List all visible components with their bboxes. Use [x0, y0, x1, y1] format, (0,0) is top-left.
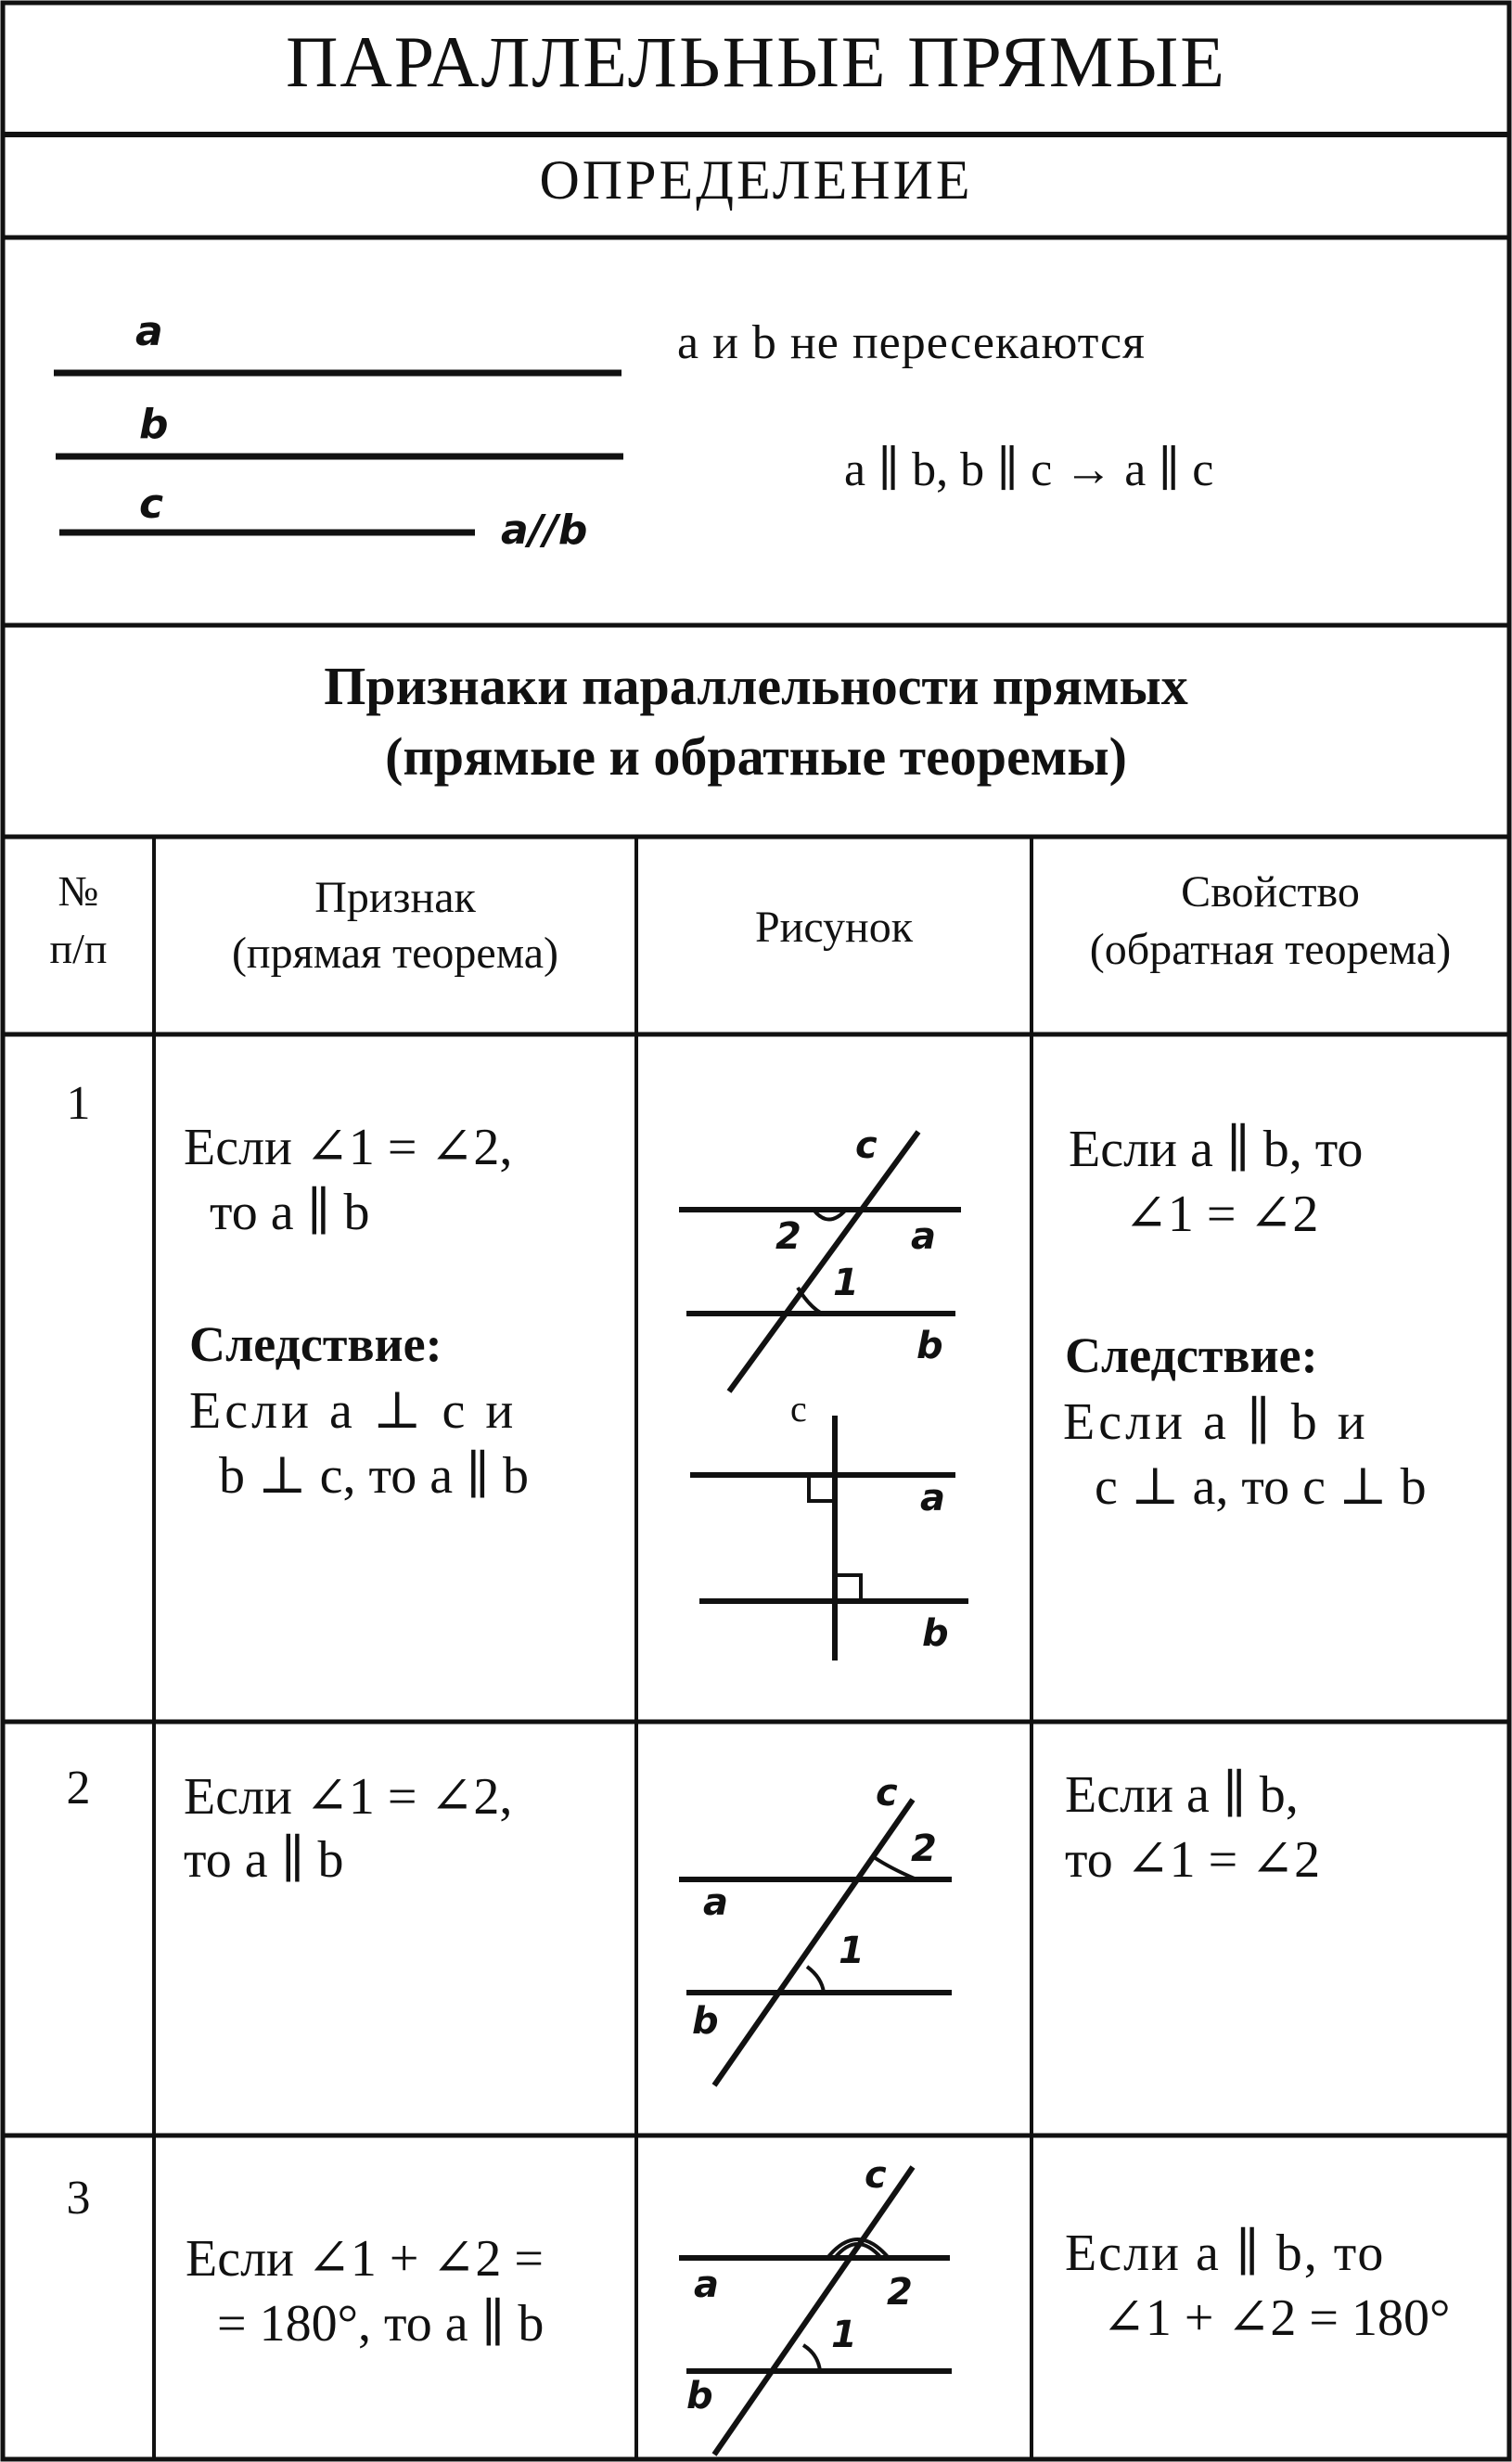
row1-num: 1: [66, 1077, 91, 1130]
row3-fig-label-c: c: [865, 2154, 887, 2197]
row1-fig2-label-c: c: [790, 1388, 807, 1430]
row2-sign-line1: Если ∠1 = ∠2,: [184, 1768, 513, 1826]
definition-statement-1: a и b не пересекаются: [677, 316, 1146, 369]
row2-property-line1: Если a ∥ b,: [1065, 1766, 1299, 1824]
page-title: ПАРАЛЛЕЛЬНЫЕ ПРЯМЫЕ: [286, 21, 1226, 102]
definition-heading: ОПРЕДЕЛЕНИЕ: [539, 149, 973, 211]
row2-fig-label-2: 2: [911, 1827, 937, 1870]
row1-fig2-label-a: a: [920, 1477, 945, 1520]
row1-property-corollary-title: Следствие:: [1065, 1327, 1318, 1383]
row1-fig-label-b: b: [916, 1325, 943, 1367]
row3-sign-line1: Если ∠1 + ∠2 =: [186, 2230, 544, 2288]
row1-sign-line1: Если ∠1 = ∠2,: [184, 1119, 513, 1176]
def-figure-note: a//b: [501, 507, 588, 554]
header-property-line2: (обратная теорема): [1089, 925, 1452, 974]
row1-property-corollary-line1: Если a ∥ b и: [1063, 1393, 1369, 1451]
row1-fig-label-1: 1: [833, 1262, 859, 1304]
criteria-heading-line2: (прямые и обратные теоремы): [385, 726, 1127, 787]
row1-fig-label-a: a: [911, 1215, 936, 1258]
row3-sign-line2: = 180°, то a ∥ b: [217, 2295, 545, 2353]
row2-fig-label-a: a: [703, 1881, 728, 1924]
definition-statement-2: a ∥ b, b ∥ c → a ∥ c: [844, 443, 1214, 496]
row1-fig2-label-b: b: [922, 1612, 949, 1655]
row1-fig-label-c: c: [855, 1124, 878, 1167]
row1-property-line1: Если a ∥ b, то: [1069, 1121, 1364, 1178]
row1-property-line2: ∠1 = ∠2: [1124, 1186, 1319, 1243]
row3-fig-label-a: a: [694, 2263, 719, 2306]
row1-sign-corollary-line1: Если a ⊥ c и: [189, 1382, 518, 1440]
row3-fig-label-2: 2: [887, 2271, 913, 2314]
row2-property-line2: то ∠1 = ∠2: [1065, 1831, 1321, 1889]
header-sign-line1: Признак: [314, 873, 476, 922]
header-num-line1: №: [58, 867, 99, 915]
header-property-line1: Свойство: [1181, 867, 1360, 917]
row2-num: 2: [66, 1762, 91, 1814]
row1-fig-label-2: 2: [775, 1215, 801, 1258]
criteria-heading-line1: Признаки параллельности прямых: [324, 656, 1188, 716]
def-label-b: b: [139, 401, 169, 448]
row3-property-line2: ∠1 + ∠2 = 180°: [1102, 2289, 1451, 2347]
header-num-line2: п/п: [49, 925, 108, 972]
row3-fig-label-1: 1: [831, 2314, 857, 2356]
row1-property-corollary-line2: c ⊥ a, то c ⊥ b: [1095, 1458, 1427, 1516]
row3-property-line1: Если a ∥ b, то: [1065, 2225, 1386, 2282]
row2-fig-label-c: c: [876, 1772, 898, 1814]
row1-sign-corollary-title: Следствие:: [189, 1316, 442, 1372]
row3-fig-label-b: b: [686, 2375, 713, 2417]
row2-fig-label-1: 1: [839, 1930, 865, 1972]
header-figure: Рисунок: [754, 903, 914, 952]
def-label-c: c: [139, 481, 164, 528]
row2-sign-line2: то a ∥ b: [184, 1831, 344, 1889]
row2-fig-label-b: b: [692, 2000, 719, 2043]
row1-sign-corollary-line2: b ⊥ c, то a ∥ b: [219, 1447, 529, 1505]
row1-sign-line2: то a ∥ b: [210, 1184, 370, 1241]
row3-num: 3: [66, 2172, 91, 2225]
def-label-a: a: [135, 308, 163, 355]
header-sign-line2: (прямая теорема): [231, 929, 559, 978]
